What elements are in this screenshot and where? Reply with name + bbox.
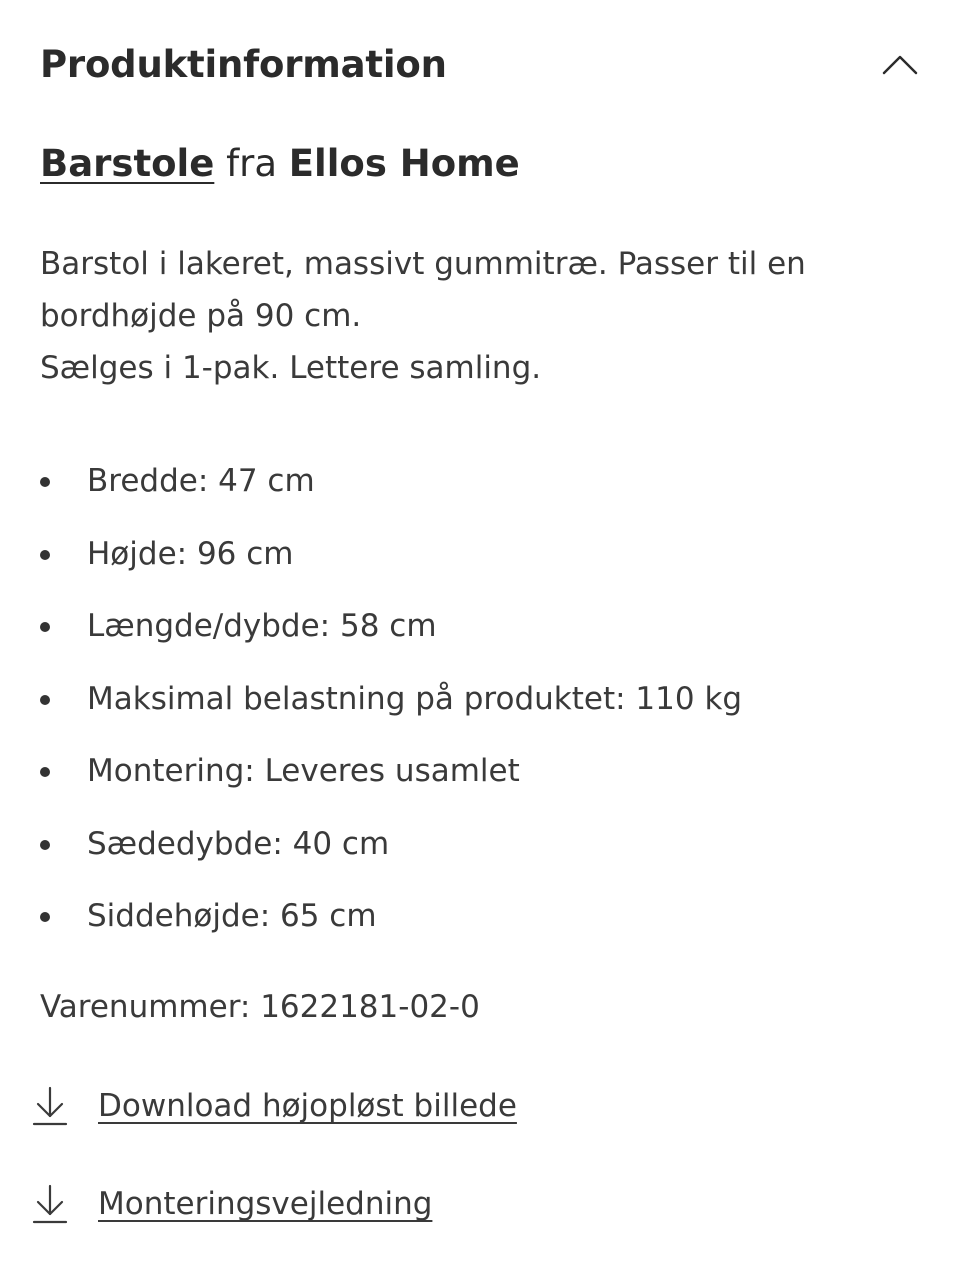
spec-item-seat-depth: Sædedybde: 40 cm bbox=[40, 818, 742, 891]
from-text: fra bbox=[226, 142, 278, 185]
section-title: Produktinformation bbox=[40, 42, 447, 86]
assembly-guide-label[interactable]: Monteringsvejledning bbox=[98, 1186, 433, 1222]
category-link[interactable]: Barstole bbox=[40, 142, 215, 185]
product-description bbox=[40, 238, 900, 394]
download-icon bbox=[32, 1084, 68, 1128]
chevron-up-icon[interactable] bbox=[880, 44, 920, 84]
spec-item-height: Højde: 96 cm bbox=[40, 528, 742, 601]
description-line: Sælges i 1-pak. Lettere samling. bbox=[40, 350, 542, 386]
spec-item-depth: Længde/dybde: 58 cm bbox=[40, 600, 742, 673]
product-subtitle bbox=[40, 142, 520, 185]
assembly-guide-link[interactable] bbox=[32, 1178, 432, 1230]
download-image-link[interactable] bbox=[32, 1080, 517, 1132]
spec-list bbox=[40, 455, 742, 963]
spec-item-width: Bredde: 47 cm bbox=[40, 455, 742, 528]
spec-item-assembly: Montering: Leveres usamlet bbox=[40, 745, 742, 818]
section-header[interactable] bbox=[40, 38, 920, 90]
spec-item-seat-height: Siddehøjde: 65 cm bbox=[40, 890, 742, 963]
download-image-label[interactable]: Download højopløst billede bbox=[98, 1088, 517, 1124]
item-number: Varenummer: 1622181-02-0 bbox=[40, 989, 480, 1025]
download-icon bbox=[32, 1182, 68, 1226]
brand-name: Ellos Home bbox=[288, 142, 520, 185]
spec-item-max-load: Maksimal belastning på produktet: 110 kg bbox=[40, 673, 742, 746]
description-line: Barstol i lakeret, massivt gummitræ. Passer til en bordhøjde på 90 cm. bbox=[40, 246, 806, 334]
